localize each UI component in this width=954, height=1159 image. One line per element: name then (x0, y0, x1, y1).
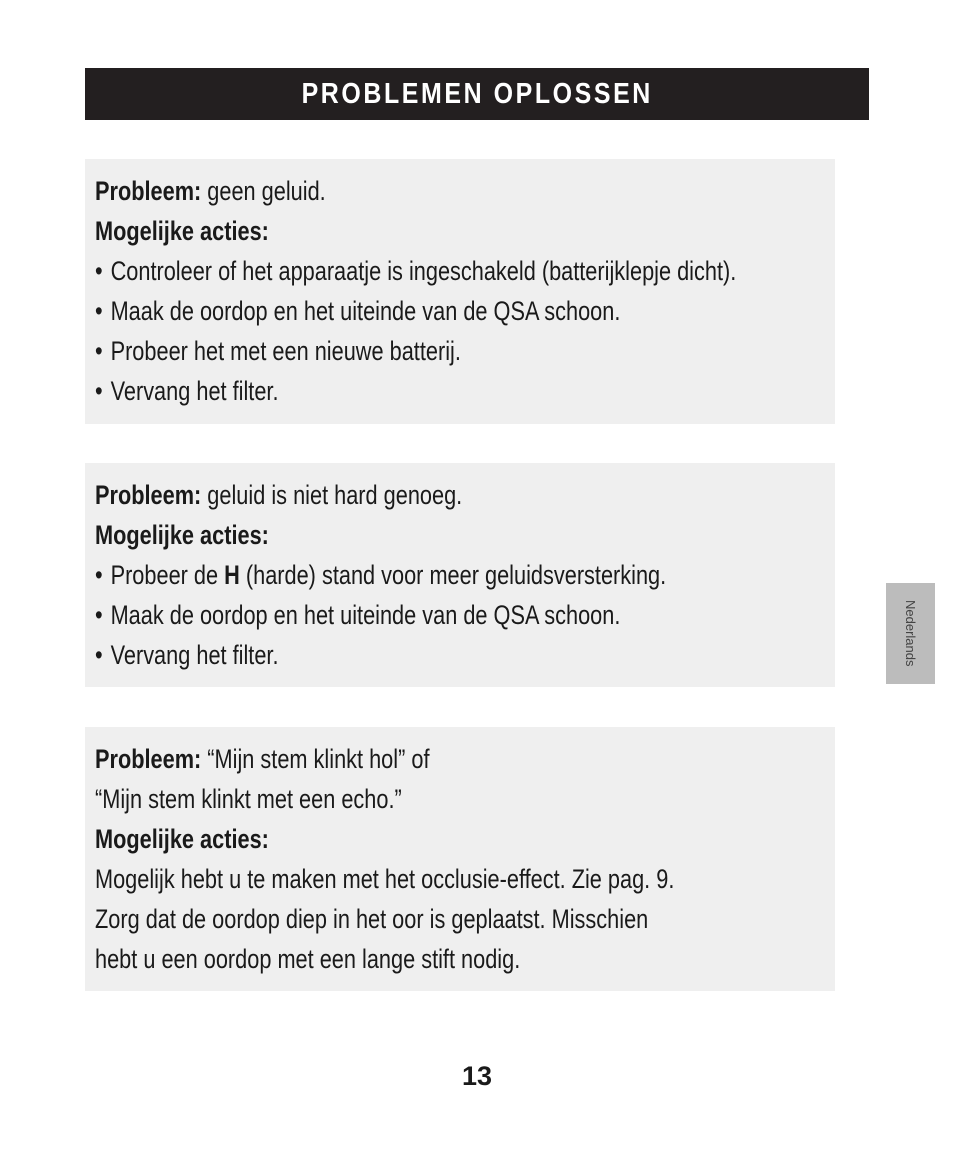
problem-label: Probleem: (95, 744, 202, 774)
page-header (85, 68, 869, 120)
bullet: • (95, 256, 103, 286)
bullet: • (95, 336, 103, 366)
language-tab (886, 583, 935, 684)
problem-label: Probleem: (95, 480, 202, 510)
problem-statement (95, 171, 702, 211)
problem-section-2 (85, 463, 835, 687)
problem-statement (95, 739, 702, 779)
list-item-text: Vervang het filter. (110, 640, 279, 670)
problem-text: geen geluid. (201, 176, 326, 206)
bullet: • (95, 296, 103, 326)
list-item (95, 331, 702, 371)
problem-statement (95, 475, 702, 515)
list-item (95, 291, 702, 331)
list-item-text-end: (harde) stand voor meer geluidsversterking. (239, 560, 667, 590)
page-number: 13 (461, 1061, 493, 1091)
list-item-text-start: Probeer de (110, 560, 225, 590)
problem-section-3 (85, 727, 835, 991)
list-item-text: Probeer het met een nieuwe batterij. (110, 336, 461, 366)
problem-section-1 (85, 159, 835, 424)
bullet: • (95, 600, 103, 630)
problem-text: geluid is niet hard genoeg. (201, 480, 463, 510)
list-item-text: Maak de oordop en het uiteinde van de QSA schoon. (110, 600, 621, 630)
paragraph-line: Mogelijk hebt u te maken met het occlusie-effect. Zie pag. 9. (95, 864, 675, 894)
list-item (95, 251, 737, 291)
paragraph-line: hebt u een oordop met een lange stift nodig. (95, 944, 521, 974)
mode-h-label: H (224, 560, 240, 590)
page-title: PROBLEMEN OPLOSSEN (301, 77, 653, 110)
actions-heading: Mogelijke acties: (95, 216, 269, 246)
problem-text: “Mijn stem klinkt hol” of (201, 744, 430, 774)
list-item (95, 371, 702, 411)
paragraph-line: Zorg dat de oordop diep in het oor is geplaatst. Misschien (95, 904, 649, 934)
list-item (95, 555, 702, 595)
actions-heading: Mogelijke acties: (95, 520, 269, 550)
list-item-text: Maak de oordop en het uiteinde van de QSA schoon. (110, 296, 621, 326)
bullet: • (95, 376, 103, 406)
bullet: • (95, 560, 103, 590)
problem-label: Probleem: (95, 176, 202, 206)
list-item (95, 635, 702, 675)
language-tab-label: Nederlands (903, 600, 918, 667)
actions-heading: Mogelijke acties: (95, 824, 269, 854)
list-item-text: Vervang het filter. (110, 376, 279, 406)
list-item (95, 595, 702, 635)
list-item-text: Controleer of het apparaatje is ingeschakeld (batterijklepje dicht). (110, 256, 737, 286)
list-item-text (111, 555, 667, 595)
bullet: • (95, 640, 103, 670)
problem-text-continued: “Mijn stem klinkt met een echo.” (95, 784, 402, 814)
